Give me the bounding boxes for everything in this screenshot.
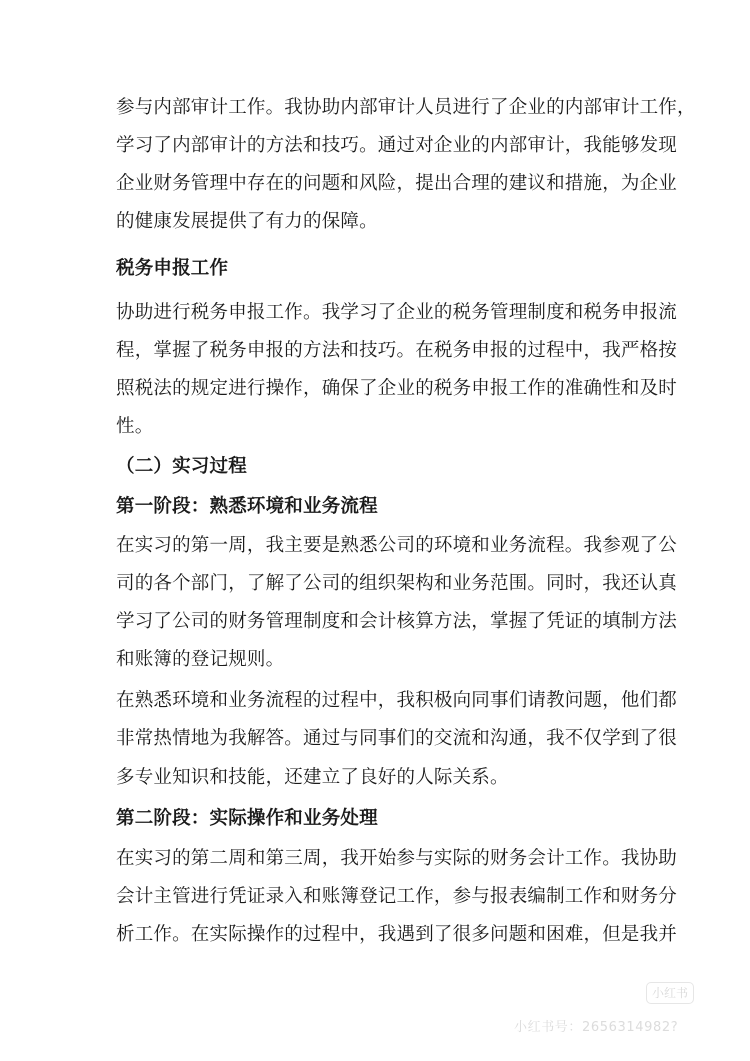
paragraph-line: 和账簿的登记规则。 (116, 649, 285, 670)
paragraph-line: 企业财务管理中存在的问题和风险，提出合理的建议和措施，为企业 (116, 173, 678, 194)
paragraph-line: 在实习的第一周，我主要是熟悉公司的环境和业务流程。我参观了公 (116, 535, 678, 556)
section-heading: （二）实习过程 (116, 456, 247, 477)
section-heading: 税务申报工作 (116, 258, 229, 279)
section-heading: 第二阶段：实际操作和业务处理 (116, 808, 378, 829)
paragraph-line: 多专业知识和技能，还建立了良好的人际关系。 (116, 767, 509, 788)
section-heading: 第一阶段：熟悉环境和业务流程 (116, 496, 378, 517)
paragraph-line: 性。 (116, 416, 154, 437)
paragraph-line: 在实习的第二周和第三周，我开始参与实际的财务会计工作。我协助 (116, 848, 678, 869)
paragraph-line: 程，掌握了税务申报的方法和技巧。在税务申报的过程中，我严格按 (116, 340, 678, 361)
watermark-logo: 小红书 (646, 982, 694, 1004)
paragraph-line: 学习了内部审计的方法和技巧。通过对企业的内部审计，我能够发现 (116, 135, 678, 156)
paragraph-line: 学习了公司的财务管理制度和会计核算方法，掌握了凭证的填制方法 (116, 611, 678, 632)
paragraph-line: 司的各个部门，了解了公司的组织架构和业务范围。同时，我还认真 (116, 573, 678, 594)
paragraph-line: 照税法的规定进行操作，确保了企业的税务申报工作的准确性和及时 (116, 378, 678, 399)
paragraph-line: 协助进行税务申报工作。我学习了企业的税务管理制度和税务申报流 (116, 302, 678, 323)
paragraph-line: 析工作。在实际操作的过程中，我遇到了很多问题和困难，但是我并 (116, 924, 678, 945)
watermark-id: 小红书号：2656314982? (514, 1020, 679, 1035)
paragraph-line: 在熟悉环境和业务流程的过程中，我积极向同事们请教问题，他们都 (116, 690, 678, 711)
paragraph-line: 非常热情地为我解答。通过与同事们的交流和沟通，我不仅学到了很 (116, 728, 678, 749)
paragraph-line: 参与内部审计工作。我协助内部审计人员进行了企业的内部审计工作， (116, 97, 696, 118)
paragraph-line: 会计主管进行凭证录入和账簿登记工作，参与报表编制工作和财务分 (116, 886, 678, 907)
paragraph-line: 的健康发展提供了有力的保障。 (116, 211, 378, 232)
